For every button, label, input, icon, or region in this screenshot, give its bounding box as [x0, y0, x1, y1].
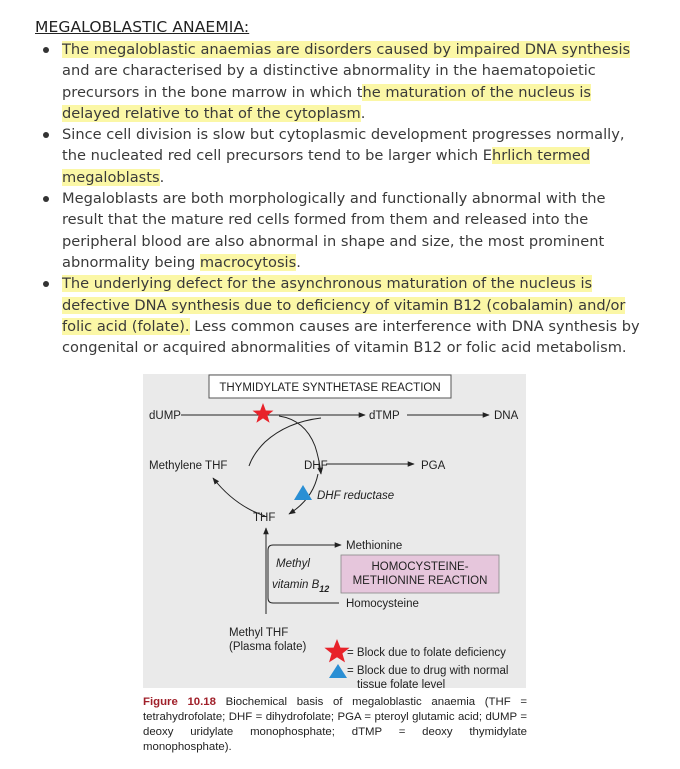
bullet-text-part: Less common causes are interference with DNA synthesis by congenital or acquired abnormalities of vitamin B12 or folic acid metabolism.: [62, 317, 640, 357]
legend-triangle-icon: [329, 664, 347, 678]
bullet-text-part: .: [360, 104, 366, 122]
dump-label: dUMP: [149, 410, 181, 422]
bullet-item: [40, 273, 640, 358]
legend-folate-text: = Block due to folate deficiency: [347, 647, 506, 659]
reaction-title: THYMIDYLATE SYNTHETASE REACTION: [219, 382, 441, 394]
bullet-text-part: .: [159, 168, 165, 186]
section-heading: MEGALOBLASTIC ANAEMIA:: [35, 18, 250, 36]
bullet-text-part: Megaloblasts are both morphologically and functionally abnormal with the result that the mature red cells formed from them and released into the peripheral blood are also abnormal in shape and size, the most prominent abnormality being: [62, 190, 606, 271]
cycle-arc-lower-left: [213, 478, 265, 516]
vitamin-b-text: vitamin B: [272, 579, 320, 591]
reaction2-line1: HOMOCYSTEINE-: [371, 561, 469, 573]
cycle-arc-upper-left: [249, 418, 321, 466]
drug-block-triangle-icon: [294, 485, 312, 500]
bullet-text-part: macrocytosis: [199, 253, 297, 271]
dtmp-label: dTMP: [369, 410, 400, 422]
bullet-text-part: Since cell division is slow but cytoplasmic development progresses normally, the nucleated red cell precursors tend to be larger which E: [62, 126, 625, 165]
figure-caption: [143, 695, 527, 755]
bullet-text-part: and are characterised by a distinctive abnormality in the haematopoietic precursors in the bone marrow in which t: [62, 62, 596, 101]
bullet-text-part: .: [296, 253, 301, 271]
vitamin-b12-label: [272, 579, 329, 594]
pga-label: PGA: [421, 460, 446, 472]
b12-subscript: 12: [319, 584, 330, 594]
b12-reaction-bracket: [268, 545, 341, 603]
methyl-thf-label: Methyl THF: [229, 627, 289, 639]
folate-metabolism-diagram: [143, 374, 527, 689]
dhf-reductase-label: DHF reductase: [317, 490, 395, 502]
bullet-text-part: The megaloblastic anaemias are disorders caused by impaired DNA synthesis: [62, 41, 631, 58]
methylene-thf-label: Methylene THF: [149, 460, 228, 472]
bullet-list: [40, 39, 640, 358]
thf-label: THF: [253, 512, 276, 524]
legend-drug-text-2: tissue folate level: [357, 679, 446, 689]
bullet-item: [40, 188, 640, 273]
dna-label: DNA: [494, 410, 519, 422]
legend-star-icon: [324, 639, 349, 662]
bullet-item: [40, 124, 640, 188]
methionine-label: Methionine: [346, 540, 403, 552]
homocysteine-label: Homocysteine: [346, 598, 419, 610]
reaction2-line2: METHIONINE REACTION: [352, 575, 488, 587]
bullet-text-part: hrlich termed megaloblasts: [62, 147, 591, 186]
bullet-text-part: The underlying defect for the asynchronous maturation of the nucleus is defective DNA synthesis due to deficiency of vitamin B12 (cobalamin) and/or folic acid (folate).: [62, 275, 626, 335]
folate-block-star-icon: [253, 403, 274, 423]
plasma-folate-label: (Plasma folate): [229, 641, 307, 653]
bullet-text-part: he maturation of the nucleus is delayed relative to that of the cytoplasm: [62, 83, 592, 122]
dhf-label: DHF: [304, 460, 328, 472]
figure-number: Figure 10.18: [143, 696, 216, 708]
bullet-item: [40, 39, 640, 124]
legend-drug-text-1: = Block due to drug with normal: [347, 665, 509, 677]
methyl-label: Methyl: [276, 558, 310, 570]
caption-text: Biochemical basis of megaloblastic anaemia (THF = tetrahydrofolate; DHF = dihydrofolate; PGA = pteroyl glutamic acid; dUMP = deoxy uridylate monophosphate; dTMP = deoxy thymidylate monophosphate).: [143, 696, 527, 753]
